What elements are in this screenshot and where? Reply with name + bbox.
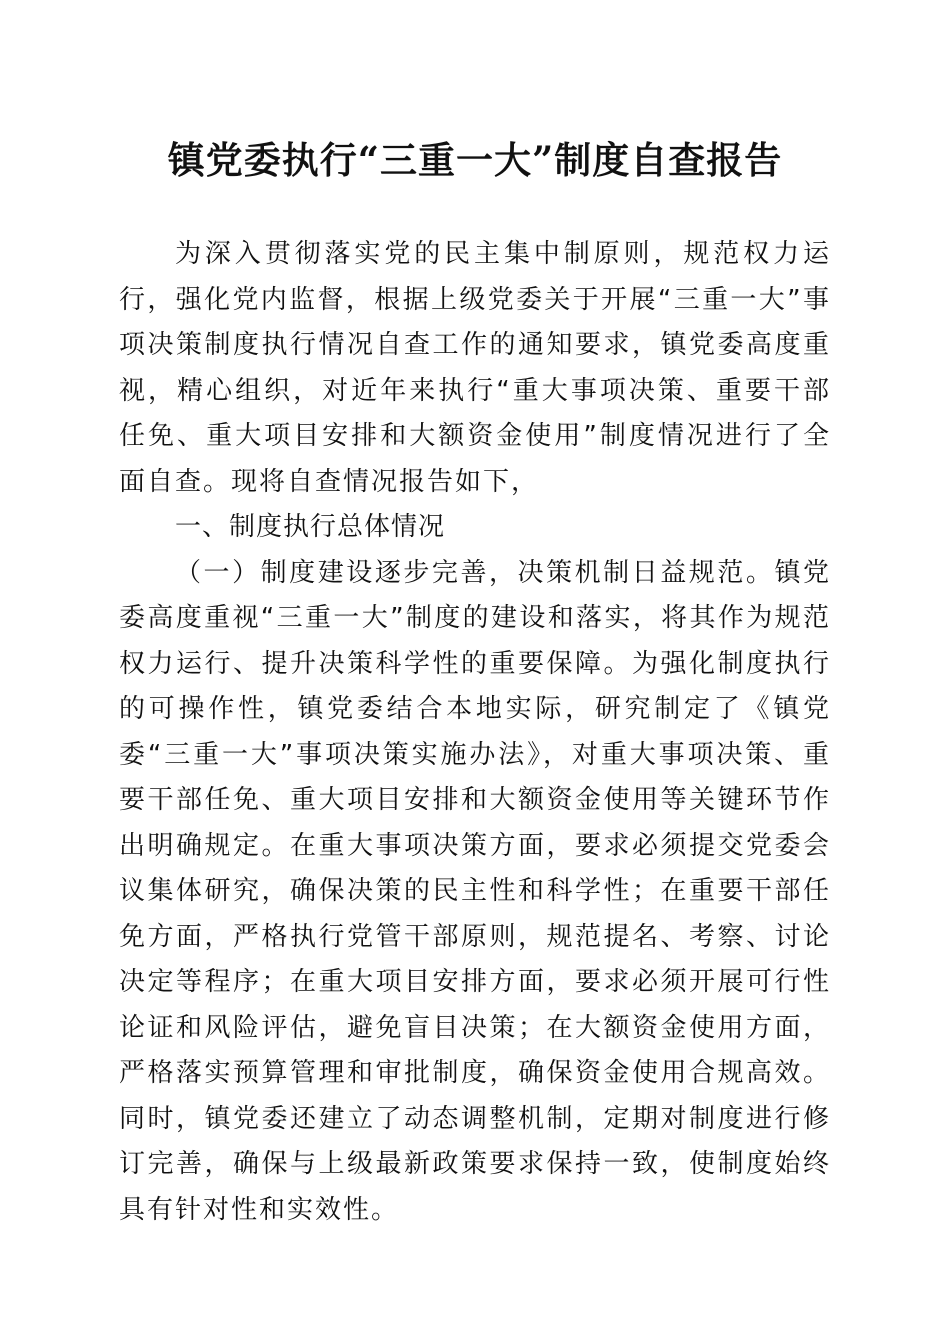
section-heading: 一、制度执行总体情况: [175, 512, 446, 542]
section-paragraph: （一）制度建设逐步完善，决策机制日益规范。镇党委高度重视“三重一大”制度的建设和落实，将其作为规范权力运行、提升决策科学性的重要保障。为强化制度执行的可操作性，镇党委结合本地实际，研究制定了《镇党委“三重一大”事项决策实施办法》，对重大事项决策、重要干部任免、重大项目安排和大额资金使用等关键环节作出明确规定。在重大事项决策方面，要求必须提交党委会议集体研究，确保决策的民主性和科学性；在重要干部任免方面，严格执行党管干部原则，规范提名、考察、讨论决定等程序；在重大项目安排方面，要求必须开展可行性论证和风险评估，避免盲目决策；在大额资金使用方面，严格落实预算管理和审批制度，确保资金使用合规高效。同时，镇党委还建立了动态调整机制，定期对制度进行修订完善，确保与上级最新政策要求保持一致，使制度始终具有针对性和实效性。: [119, 557, 831, 1225]
document-body: [119, 232, 831, 1233]
intro-paragraph: 为深入贯彻落实党的民主集中制原则，规范权力运行，强化党内监督，根据上级党委关于开展“三重一大”事项决策制度执行情况自查工作的通知要求，镇党委高度重视，精心组织，对近年来执行“重大事项决策、重要干部任免、重大项目安排和大额资金使用”制度情况进行了全面自查。现将自查情况报告如下，: [119, 239, 831, 497]
document-title: 镇党委执行“三重一大”制度自查报告: [167, 138, 783, 182]
